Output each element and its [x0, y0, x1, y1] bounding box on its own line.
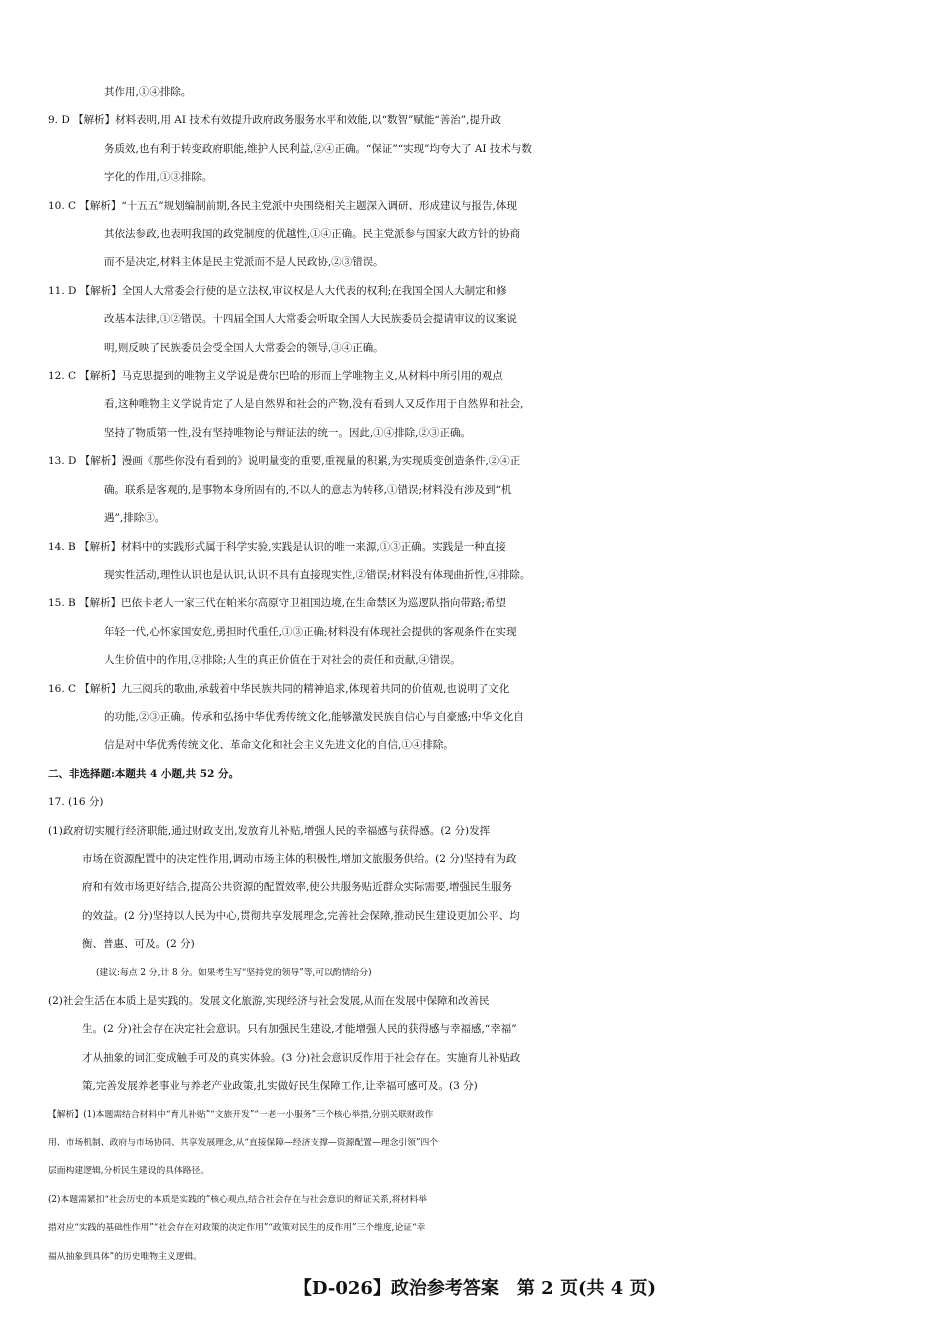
q13-line: 13. D 【解析】漫画《那些你没有看到的》说明量变的重要,重视量的积累,为实现质变创造条件,②④正 [48, 455, 521, 468]
q17-part2-line: 生。(2 分)社会存在决定社会意识。只有加强民生建设,才能增强人民的获得感与幸福感,“幸福” [82, 1023, 517, 1036]
q17-part1-line: (1)政府切实履行经济职能,通过财政支出,发放育儿补贴,增强人民的幸福感与获得感。(2 分)发挥 [48, 824, 491, 837]
q17-heading: 17. (16 分) [48, 796, 104, 809]
q8-continuation: 其作用,①④排除。 [104, 86, 192, 98]
q13-line: 确。联系是客观的,是事物本身所固有的,不以人的意志为转移,①错误;材料没有涉及到“机 [104, 483, 512, 496]
analysis-line: (2)本题需紧扣“社会历史的本质是实践的”核心观点,结合社会存在与社会意识的辩证关系,将材料举 [48, 1194, 427, 1205]
analysis-line: 福从抽象到具体”的历史唯物主义逻辑。 [48, 1251, 203, 1262]
q11-line: 改基本法律,①②错误。十四届全国人大常委会听取全国人大民族委员会提请审议的议案说 [104, 313, 517, 326]
q9-line: 字化的作用,①③排除。 [104, 171, 213, 184]
q17-part1-line: 市场在资源配置中的决定性作用,调动市场主体的积极性,增加文旅服务供给。(2 分)坚持有为政 [82, 852, 517, 865]
answer-content [48, 78, 908, 1271]
q17-part2-line: (2)社会生活在本质上是实践的。发展文化旅游,实现经济与社会发展,从而在发展中保障和改善民 [48, 995, 490, 1007]
analysis-line: 用、市场机制、政府与市场协同、共享发展理念,从“直接保障—经济支撑—资源配置—理念引领”四个 [48, 1138, 439, 1149]
q13-line: 遇”,排除③。 [104, 512, 166, 525]
q15-line: 15. B 【解析】巴依卡老人一家三代在帕米尔高原守卫祖国边境,在生命禁区为巡逻队指向带路;希望 [48, 597, 506, 610]
q11-line: 11. D 【解析】全国人大常委会行使的是立法权,审议权是人大代表的权利;在我国全国人大制定和修 [48, 284, 507, 297]
analysis-line: 【解析】(1)本题需结合材料中“育儿补贴”“文旅开发”“一老一小服务”三个核心举措,分别关联财政作 [48, 1109, 434, 1120]
q9-line: 9. D 【解析】材料表明,用 AI 技术有效提升政府政务服务水平和效能,以“数智”赋能“善治”,提升政 [48, 114, 502, 127]
q16-line: 的功能,②③正确。传承和弘扬中华优秀传统文化,能够激发民族自信心与自豪感;中华文化自 [104, 710, 524, 723]
q16-line: 信是对中华优秀传统文化、革命文化和社会主义先进文化的自信,①④排除。 [104, 739, 454, 752]
q17-part2-line: 才从抽象的词汇变成触手可及的真实体验。(3 分)社会意识反作用于社会存在。实施育儿补贴政 [82, 1051, 521, 1064]
q17-part1-line: 府和有效市场更好结合,提高公共资源的配置效率,使公共服务贴近群众实际需要,增强民生服务 [82, 881, 513, 894]
q12-line: 坚持了物质第一性,没有坚持唯物论与辩证法的统一。因此,①④排除,②③正确。 [104, 426, 472, 439]
q10-line: 10. C 【解析】“十五五”规划编制前期,各民主党派中央围绕相关主题深入调研、形成建议与报告,体现 [48, 199, 517, 212]
analysis-line: 措对应“实践的基础性作用”“社会存在对政策的决定作用”“政策对民生的反作用”三个维度,论证“幸 [48, 1223, 426, 1234]
section-heading: 二、非选择题:本题共 4 小题,共 52 分。 [48, 767, 240, 780]
q15-line: 人生价值中的作用,②排除;人生的真正价值在于对社会的责任和贡献,④错误。 [104, 654, 461, 667]
q16-line: 16. C 【解析】九三阅兵的歌曲,承载着中华民族共同的精神追求,体现着共同的价值观,也说明了文化 [48, 682, 510, 695]
q12-line: 12. C 【解析】马克思提到的唯物主义学说是费尔巴哈的形而上学唯物主义,从材料中所引用的观点 [48, 370, 503, 383]
scoring-suggestion: (建议:每点 2 分,计 8 分。如果考生写“坚持党的领导”等,可以酌情给分) [96, 967, 372, 978]
q14-line: 现实性活动,理性认识也是认识,认识不具有直接现实性,②错误;材料没有体现曲折性,④排除。 [104, 568, 531, 581]
q10-line: 而不是决定,材料主体是民主党派而不是人民政协,②③错误。 [104, 256, 384, 269]
analysis-line: 层面构建逻辑,分析民生建设的具体路径。 [48, 1166, 210, 1177]
q17-part1-line: 衡、普惠、可及。(2 分) [82, 938, 195, 951]
q9-line: 务质效,也有利于转变政府职能,维护人民利益,②④正确。“保证”“实现”均夸大了 AI 技术与数 [104, 142, 532, 155]
q14-line: 14. B 【解析】材料中的实践形式属于科学实验,实践是认识的唯一来源,①③正确。实践是一种直接 [48, 540, 506, 553]
q11-line: 明,则反映了民族委员会受全国人大常委会的领导,③④正确。 [104, 341, 384, 354]
page-footer: 【D-026】政治参考答案 第 2 页(共 4 页) [293, 1278, 657, 1299]
q10-line: 其依法参政,也表明我国的政党制度的优越性,①④正确。民主党派参与国家大政方针的协商 [104, 228, 521, 241]
q12-line: 看,这种唯物主义学说肯定了人是自然界和社会的产物,没有看到人又反作用于自然界和社会, [104, 398, 524, 411]
q15-line: 年轻一代,心怀家国安危,勇担时代重任,①③正确;材料没有体现社会提供的客观条件在实现 [104, 625, 517, 638]
q17-part1-line: 的效益。(2 分)坚持以人民为中心,贯彻共享发展理念,完善社会保障,推动民生建设更加公平、均 [82, 909, 520, 922]
q17-part2-line: 策,完善发展养老事业与养老产业政策,扎实做好民生保障工作,让幸福可感可及。(3 分) [82, 1080, 478, 1093]
